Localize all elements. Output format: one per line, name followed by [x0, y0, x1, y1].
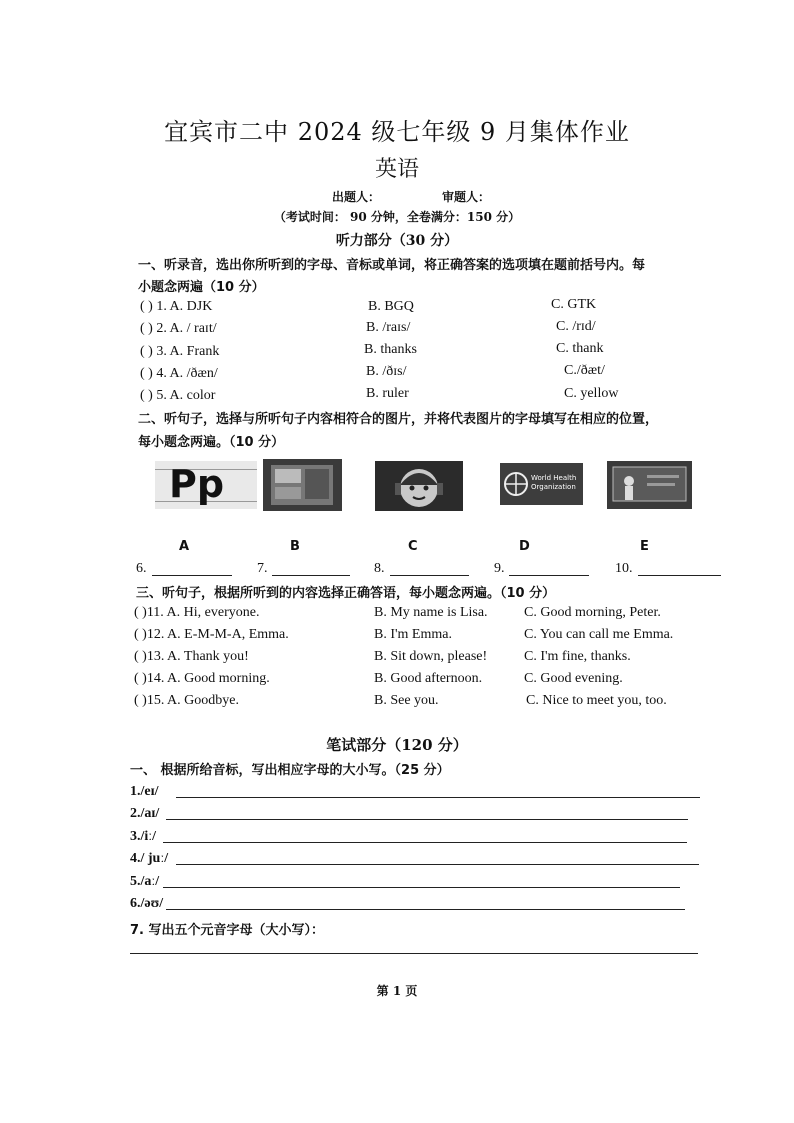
q3-option-a: ( ) 3. A. Frank	[140, 344, 220, 359]
part1-instruction-line2: 小题念两遍（10 分）	[138, 280, 265, 295]
page-number: 第 1 页	[376, 984, 418, 998]
listening-heading: 听力部分（30 分）	[335, 233, 459, 249]
q15-option-a: ( )15. A. Goodbye.	[134, 693, 239, 708]
picture-c	[375, 461, 463, 511]
subject-title: 英语	[374, 157, 419, 182]
vowel-question: 7. 写出五个元音字母（大小写）：	[130, 923, 325, 938]
book-icon	[263, 459, 342, 511]
q1-option-c: C. GTK	[551, 297, 597, 312]
q2-option-a: ( ) 2. A. / raɪt/	[140, 321, 217, 336]
picture-a	[155, 461, 257, 509]
q3-option-c: C. thank	[556, 341, 604, 356]
picture-a-letters: Pp	[169, 462, 225, 506]
picture-label-b: B	[290, 539, 300, 554]
q2-option-c: C. /rɪd/	[556, 319, 596, 334]
exam-title: 宜宾市二中 2024 级七年级 9 月集体作业	[164, 118, 630, 146]
blank-9-line[interactable]	[509, 575, 589, 576]
picture-label-d: D	[519, 539, 530, 554]
picture-label-e: E	[640, 539, 649, 554]
setter-label: 出题人：	[332, 190, 381, 204]
picture-e	[607, 461, 692, 509]
q13-option-c: C. I'm fine, thanks.	[524, 649, 631, 664]
q5-option-c: C. yellow	[564, 386, 619, 401]
writing-instruction: 一、 根据所给音标，写出相应字母的大小写。（25 分）	[130, 763, 450, 778]
q11-option-a: ( )11. A. Hi, everyone.	[134, 605, 260, 620]
q3-option-b: B. thanks	[364, 342, 417, 357]
q1-option-a: ( ) 1. A. DJK	[140, 299, 213, 314]
q14-option-b: B. Good afternoon.	[374, 671, 483, 686]
q2-option-b: B. /raɪs/	[366, 320, 411, 335]
part1-instruction-line1: 一、听录音，选出你所听到的字母、音标或单词，将正确答案的选项填在题前括号内。每	[138, 258, 646, 273]
boy-face-icon	[375, 461, 463, 511]
phonetic-item-2: 2./aɪ/	[130, 806, 160, 821]
blank-9-label: 9.	[494, 561, 505, 576]
reviewer-label: 审题人：	[442, 190, 491, 204]
part2-instruction-line1: 二、听句子，选择与所听句子内容相符合的图片，并将代表图片的字母填写在相应的位置，	[138, 412, 659, 427]
picture-d	[500, 463, 583, 505]
blank-7-label: 7.	[257, 561, 268, 576]
writing-heading: 笔试部分（120 分）	[326, 736, 468, 754]
blank-10-label: 10.	[615, 561, 633, 576]
q11-option-b: B. My name is Lisa.	[374, 605, 488, 620]
blank-8-label: 8.	[374, 561, 385, 576]
phonetic-item-3: 3./iː/	[130, 829, 157, 844]
part3-instruction: 三、听句子，根据所听到的内容选择正确答语，每小题念两遍。（10 分）	[136, 586, 556, 601]
q5-option-b: B. ruler	[366, 386, 409, 401]
answer-line-2[interactable]	[166, 819, 688, 820]
picture-b	[263, 459, 342, 511]
q1-option-b: B. BGQ	[368, 299, 414, 314]
q14-option-a: ( )14. A. Good morning.	[134, 671, 270, 686]
answer-line-3[interactable]	[163, 842, 687, 843]
q13-option-a: ( )13. A. Thank you!	[134, 649, 249, 664]
q15-option-b: B. See you.	[374, 693, 439, 708]
q14-option-c: C. Good evening.	[524, 671, 623, 686]
answer-line-6[interactable]	[166, 909, 685, 910]
q12-option-c: C. You can call me Emma.	[524, 627, 674, 642]
blank-10-line[interactable]	[638, 575, 721, 576]
q15-option-c: C. Nice to meet you, too.	[526, 693, 667, 708]
q12-option-b: B. I'm Emma.	[374, 627, 452, 642]
blank-6-label: 6.	[136, 561, 147, 576]
exam-info: （考试时间： 90 分钟，全卷满分：150 分）	[273, 210, 521, 224]
phonetic-item-1: 1./eɪ/	[130, 784, 159, 799]
part2-instruction-line2: 每小题念两遍。（10 分）	[138, 435, 285, 450]
q11-option-c: C. Good morning, Peter.	[524, 605, 661, 620]
q4-option-c: C./ðæt/	[564, 363, 605, 378]
phonetic-item-6: 6./əʊ/	[130, 896, 164, 911]
blank-7-line[interactable]	[272, 575, 350, 576]
answer-line-4[interactable]	[176, 864, 699, 865]
q13-option-b: B. Sit down, please!	[374, 649, 488, 664]
q5-option-a: ( ) 5. A. color	[140, 388, 216, 403]
answer-line-7[interactable]	[130, 953, 698, 954]
blank-6-line[interactable]	[152, 575, 232, 576]
phonetic-item-5: 5./aː/	[130, 874, 160, 889]
phonetic-item-4: 4./ juː/	[130, 851, 169, 866]
q4-option-b: B. /ðɪs/	[366, 364, 407, 379]
q12-option-a: ( )12. A. E-M-M-A, Emma.	[134, 627, 289, 642]
answer-line-5[interactable]	[163, 887, 680, 888]
picture-d-caption: World Health Organization	[531, 474, 577, 491]
blank-8-line[interactable]	[390, 575, 469, 576]
q4-option-a: ( ) 4. A. /ðæn/	[140, 366, 218, 381]
presentation-icon	[607, 461, 692, 509]
answer-line-1[interactable]	[176, 797, 700, 798]
picture-label-a: A	[179, 539, 190, 554]
picture-label-c: C	[408, 539, 418, 554]
